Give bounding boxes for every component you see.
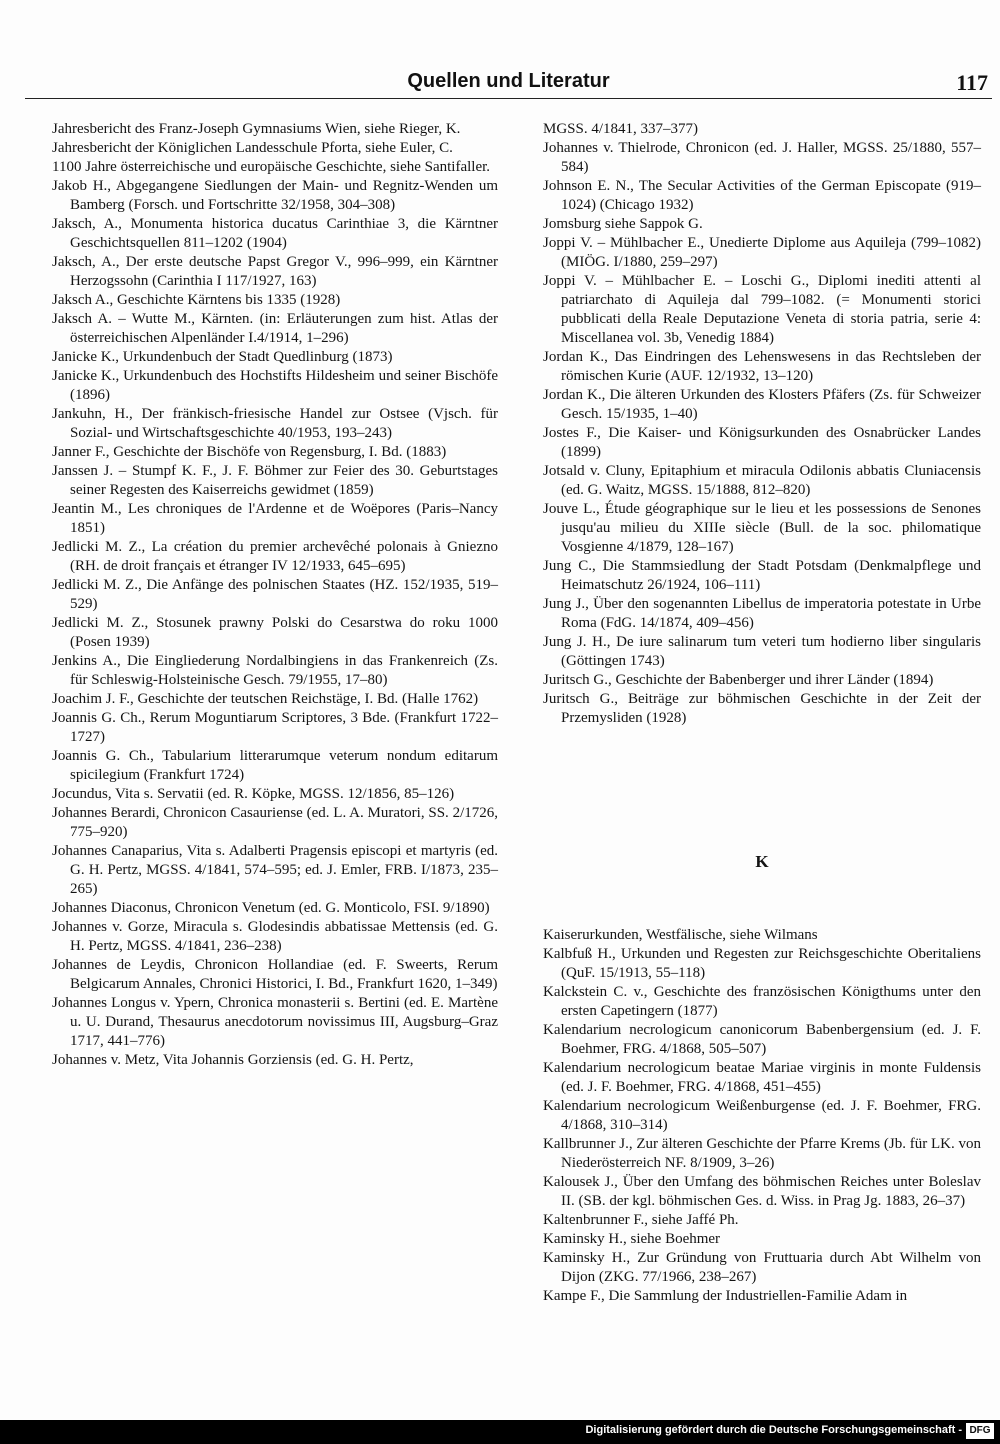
bibliography-entry: Kalousek J., Über den Umfang des böhmischen Reiches unter Boleslav II. (SB. der kgl. böhmischen Ges. d. Wiss. in Prag Jg. 1883, 26–37) (543, 1174, 981, 1209)
bibliography-entry: Johannes Canaparius, Vita s. Adalberti Pragensis episcopi et martyris (ed. G. H. Pertz, MGSS. 4/1841, 574–595; ed. J. Emler, FRB. I/1873, 235–265) (52, 843, 498, 897)
running-header (25, 62, 992, 99)
bibliography-entry: Jahresbericht der Königlichen Landesschule Pforta, siehe Euler, C. (52, 140, 453, 156)
bibliography-entry: Kalckstein C. v., Geschichte des französischen Königthums unter den ersten Capetingern (1877) (543, 984, 981, 1019)
bibliography-entry: Jocundus, Vita s. Servatii (ed. R. Köpke, MGSS. 12/1856, 85–126) (52, 786, 455, 802)
bibliography-entry: Janner F., Geschichte der Bischöfe von Regensburg, I. Bd. (1883) (52, 444, 447, 460)
bibliography-entry: Kallbrunner J., Zur älteren Geschichte der Pfarre Krems (Jb. für LK. von Niederösterreich NF. 8/1909, 3–26) (543, 1136, 981, 1171)
bibliography-entry: Joppi V. – Mühlbacher E. – Loschi G., Diplomi inediti attenti al patriarchato di Aquileja dal 799–1082. (= Monumenti storici pubblicati della Reale Deputazione Veneta di storia patria, serie 4: Miscellanea vol. 3b, Venedig 1884) (543, 273, 981, 346)
page-number: 117 (956, 70, 988, 95)
bibliography-entry: Jedlicki M. Z., Die Anfänge des polnischen Staates (HZ. 152/1935, 519–529) (52, 577, 498, 612)
bibliography-entry: Jedlicki M. Z., Stosunek prawny Polski do Cesarstwa do roku 1000 (Posen 1939) (52, 615, 498, 650)
bibliography-entry: Jaksch, A., Monumenta historica ducatus Carinthiae 3, die Kärntner Geschichtsquellen 811–1202 (1904) (52, 216, 498, 251)
bibliography-entry: Joannis G. Ch., Tabularium litterarumque veterum nondum editarum spicilegium (Frankfurt 1724) (52, 748, 498, 783)
bibliography-entry: Jankuhn, H., Der fränkisch-friesische Handel zur Ostsee (Vjsch. für Sozial- und Wirtschaftsgeschichte 40/1953, 193–243) (52, 406, 498, 441)
bibliography-entry: Jedlicki M. Z., La création du premier archevêché polonais à Gniezno (RH. de droit français et étranger IV 12/1933, 645–695) (52, 539, 498, 574)
entry-list-k (543, 926, 981, 1306)
bibliography-entry: Jomsburg siehe Sappok G. (543, 216, 703, 232)
bibliography-entry: Janssen J. – Stumpf K. F., J. F. Böhmer zur Feier des 30. Geburtstages seiner Regesten des Kaiserreichs gewidmet (1859) (52, 463, 498, 498)
bibliography-entry: Janicke K., Urkundenbuch der Stadt Quedlinburg (1873) (52, 349, 393, 365)
bibliography-entry: 1100 Jahre österreichische und europäische Geschichte, siehe Santifaller. (52, 159, 491, 175)
bibliography-entry: Kalendarium necrologicum beatae Mariae virginis in monte Fuldensis (ed. J. F. Boehmer, FRG. 4/1868, 451–455) (543, 1060, 981, 1095)
bibliography-entry: Jahresbericht des Franz-Joseph Gymnasiums Wien, siehe Rieger, K. (52, 121, 461, 137)
right-column (543, 120, 981, 1304)
bibliography-entry: Jeantin M., Les chroniques de l'Ardenne et de Woëpores (Paris–Nancy 1851) (52, 501, 498, 536)
header-title: Quellen und Literatur (407, 70, 610, 92)
bibliography-entry: Jordan K., Die älteren Urkunden des Klosters Pfäfers (Zs. für Schweizer Gesch. 15/1935, 1–40) (543, 387, 981, 422)
bibliography-entry: Jaksch A. – Wutte M., Kärnten. (in: Erläuterungen zum hist. Atlas der österreichischen Alpenländer I.4/1914, 1–296) (52, 311, 498, 346)
bibliography-entry: Kampe F., Die Sammlung der Industriellen-Familie Adam in (543, 1288, 908, 1304)
bibliography-entry: Jouve L., Étude géographique sur le lieu et les possessions de Senones jusqu'au milieu du XIIIe siècle (Bull. de la soc. philomatique Vosgienne 4/1879, 128–167) (543, 501, 981, 555)
bibliography-entry: Juritsch G., Beiträge zur böhmischen Geschichte in der Zeit der Przemysliden (1928) (543, 691, 981, 726)
bibliography-entry: Jung C., Die Stammsiedlung der Stadt Potsdam (Denkmalpflege und Heimatschutz 26/1924, 106–111) (543, 558, 981, 593)
bibliography-entry: Kaltenbrunner F., siehe Jaffé Ph. (543, 1212, 739, 1228)
left-column (52, 120, 498, 1070)
bibliography-entry: Kaminsky H., Zur Gründung von Fruttuaria durch Abt Wilhelm von Dijon (ZKG. 77/1966, 238–267) (543, 1250, 981, 1285)
bibliography-entry: Jaksch, A., Der erste deutsche Papst Gregor V., 996–999, ein Kärntner Herzogssohn (Carinthia I 117/1927, 163) (52, 254, 498, 289)
bibliography-entry: Jakob H., Abgegangene Siedlungen der Main- und Regnitz-Wenden um Bamberg (Forsch. und Fortschritte 32/1958, 304–308) (52, 178, 498, 213)
bibliography-entry: Jaksch A., Geschichte Kärntens bis 1335 (1928) (52, 292, 341, 308)
bibliography-entry: Kalendarium necrologicum canonicorum Babenbergensium (ed. J. F. Boehmer, FRG. 4/1868, 505–507) (543, 1022, 981, 1057)
bibliography-entry: Joachim J. F., Geschichte der teutschen Reichstäge, I. Bd. (Halle 1762) (52, 691, 479, 707)
bibliography-entry: Janicke K., Urkundenbuch des Hochstifts Hildesheim und seiner Bischöfe (1896) (52, 368, 498, 403)
bibliography-entry: Jostes F., Die Kaiser- und Königsurkunden des Osnabrücker Landes (1899) (543, 425, 981, 460)
dfg-logo-icon: DFG (966, 1423, 994, 1439)
bibliography-entry: Johannes Berardi, Chronicon Casauriense (ed. L. A. Muratori, SS. 2/1726, 775–920) (52, 805, 498, 840)
bibliography-entry: Johannes Longus v. Ypern, Chronica monasterii s. Bertini (ed. E. Martène u. U. Durand, Thesaurus anecdotorum novissimus III, Augsburg–Graz 1717, 441–776) (52, 995, 498, 1049)
bibliography-entry: Juritsch G., Geschichte der Babenberger und ihrer Länder (1894) (543, 672, 934, 688)
bibliography-entry: Kaiserurkunden, Westfälische, siehe Wilmans (543, 927, 818, 943)
bibliography-entry: Johannes v. Gorze, Miracula s. Glodesindis abbatissae Mettensis (ed. G. H. Pertz, MGSS. 4/1841, 236–238) (52, 919, 498, 954)
section-heading-k: K (755, 852, 769, 871)
bibliography-entry: MGSS. 4/1841, 337–377) (543, 121, 699, 137)
bibliography-entry: Joppi V. – Mühlbacher E., Unedierte Diplome aus Aquileja (799–1082) (MIÖG. I/1880, 259–297) (543, 235, 981, 270)
bibliography-entry: Jotsald v. Cluny, Epitaphium et miracula Odilonis abbatis Cluniacensis (ed. G. Waitz, MGSS. 15/1888, 812–820) (543, 463, 981, 498)
bibliography-entry: Johnson E. N., The Secular Activities of the German Episcopate (919–1024) (Chicago 1932) (543, 178, 981, 213)
bibliography-entry: Johannes de Leydis, Chronicon Hollandiae (ed. F. Sweerts, Rerum Belgicarum Annales, Chronici Historici, I. Bd., Frankfurt 1620, 1–349) (52, 957, 498, 992)
bibliography-entry: Joannis G. Ch., Rerum Moguntiarum Scriptores, 3 Bde. (Frankfurt 1722–1727) (52, 710, 498, 745)
entry-list-left (52, 120, 498, 1070)
bibliography-entry: Jenkins A., Die Eingliederung Nordalbingiens in das Frankenreich (Zs. für Schleswig-Holsteinische Gesch. 79/1955, 17–80) (52, 653, 498, 688)
bibliography-entry: Kalbfuß H., Urkunden und Regesten zur Reichsgeschichte Oberitaliens (QuF. 15/1913, 55–118) (543, 946, 981, 981)
entry-list-right (543, 120, 981, 728)
bibliography-entry: Jung J., Über den sogenannten Libellus de imperatoria potestate in Urbe Roma (FdG. 14/1874, 409–456) (543, 596, 981, 631)
footer-bar (0, 1420, 1000, 1444)
bibliography-entry: Jordan K., Das Eindringen des Lehenswesens in das Rechtsleben der römischen Kurie (AUF. 12/1932, 13–120) (543, 349, 981, 384)
bibliography-entry: Johannes v. Metz, Vita Johannis Gorziensis (ed. G. H. Pertz, (52, 1052, 414, 1068)
bibliography-entry: Johannes Diaconus, Chronicon Venetum (ed. G. Monticolo, FSI. 9/1890) (52, 900, 490, 916)
footer-credit: Digitalisierung gefördert durch die Deutsche Forschungsgemeinschaft - (585, 1424, 962, 1436)
bibliography-entry: Jung J. H., De iure salinarum tum veteri tum hodierno liber singularis (Göttingen 1743) (543, 634, 981, 669)
bibliography-entry: Kalendarium necrologicum Weißenburgense (ed. J. F. Boehmer, FRG. 4/1868, 310–314) (543, 1098, 981, 1133)
bibliography-entry: Kaminsky H., siehe Boehmer (543, 1231, 721, 1247)
bibliography-entry: Johannes v. Thielrode, Chronicon (ed. J. Haller, MGSS. 25/1880, 557–584) (543, 140, 981, 175)
